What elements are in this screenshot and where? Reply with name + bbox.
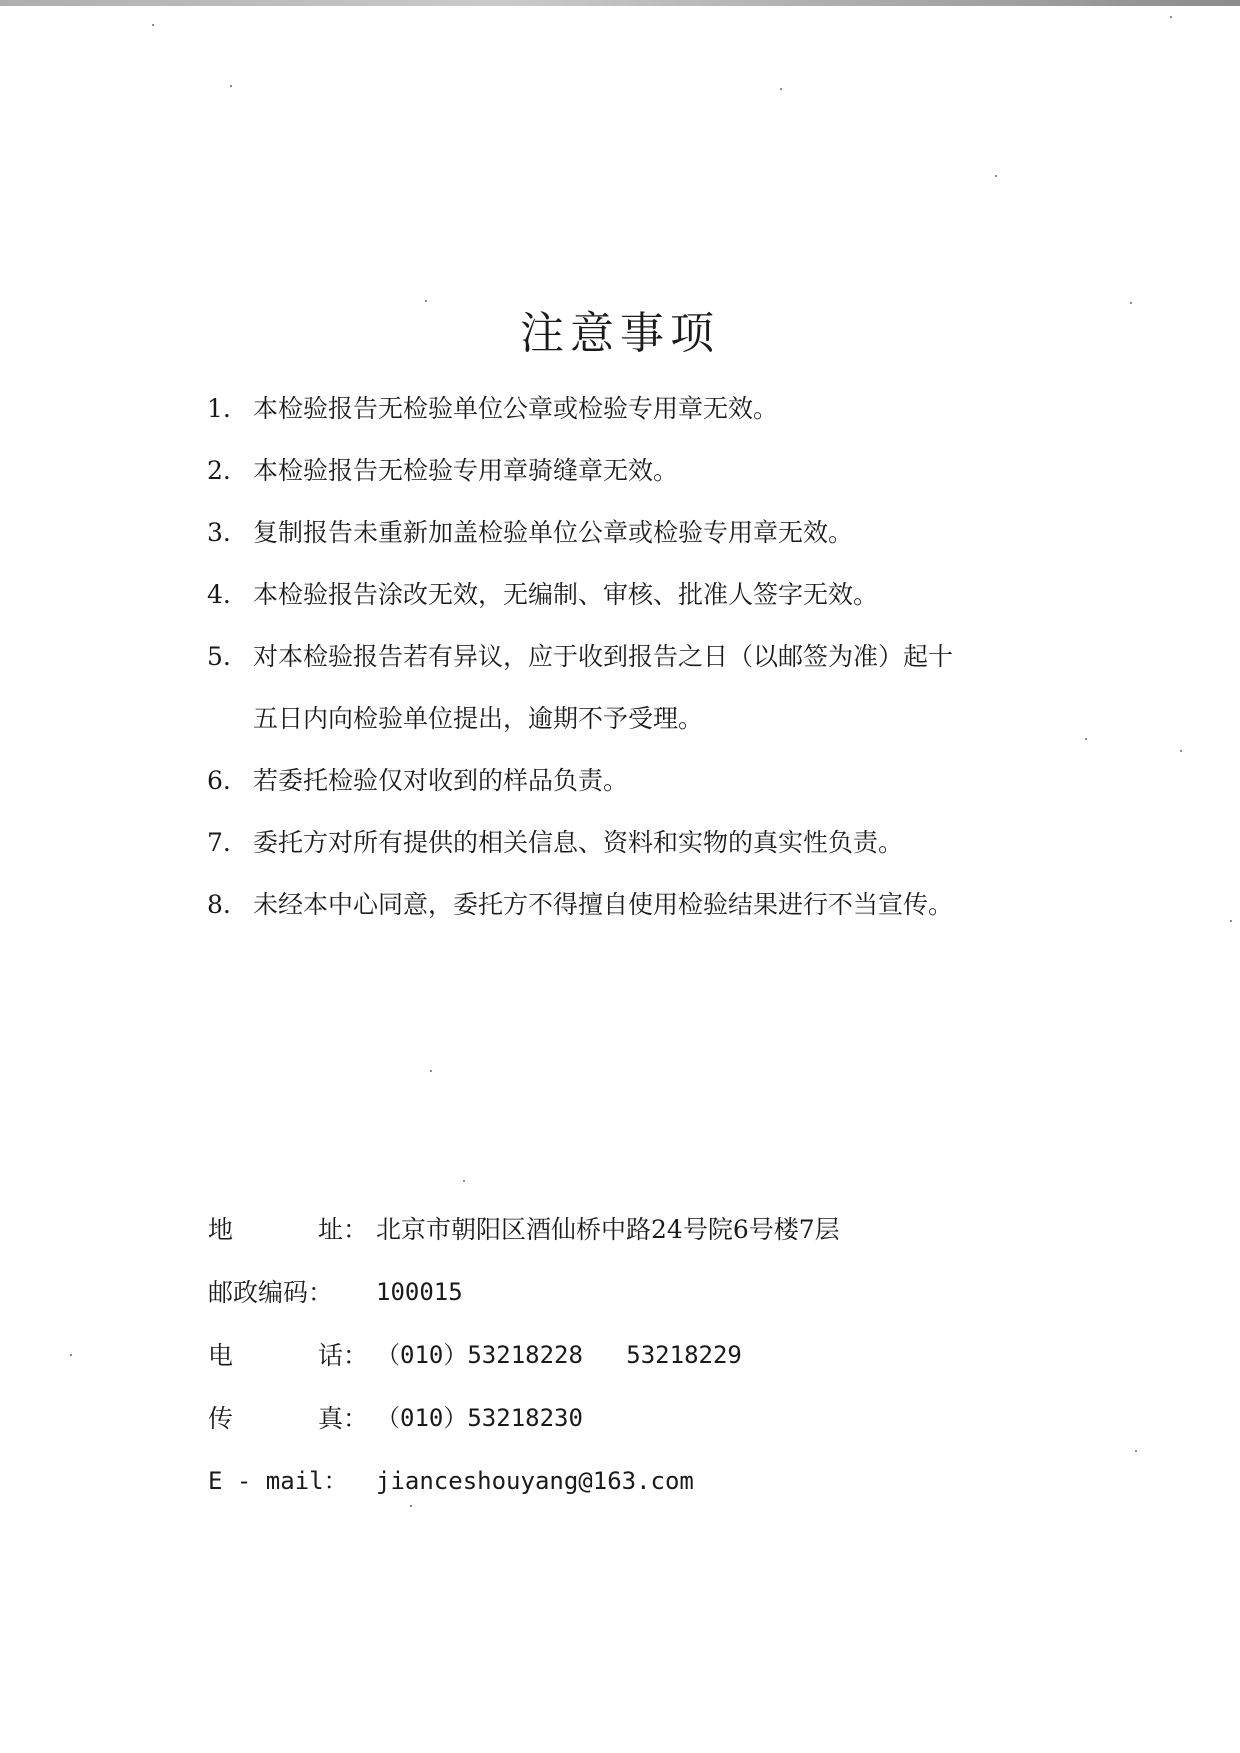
note-text: 本检验报告涂改无效，无编制、审核、批准人签字无效。 <box>253 580 879 609</box>
scan-speck <box>152 24 154 26</box>
note-item-8 <box>207 874 1087 936</box>
scan-speck <box>463 1180 465 1182</box>
email-label <box>208 1450 368 1513</box>
note-number: 4. <box>207 580 231 609</box>
note-item-3 <box>207 502 1087 564</box>
contact-fax-row <box>208 1387 1068 1450</box>
email-label-text: E - mail <box>208 1467 324 1495</box>
note-text: 复制报告未重新加盖检验单位公章或检验专用章无效。 <box>253 518 854 547</box>
scan-speck <box>430 1070 432 1072</box>
address-value: 北京市朝阳区酒仙桥中路24号院6号楼7层 <box>376 1215 840 1244</box>
email-label-tail <box>208 1450 348 1513</box>
fax-label <box>208 1387 368 1450</box>
note-text: 若委托检验仅对收到的样品负责。 <box>253 766 629 795</box>
contact-phone-row <box>208 1324 1068 1387</box>
page-title: 注意事项 <box>520 308 720 360</box>
contact-postcode-row <box>208 1261 1068 1324</box>
phone-value: （010）53218228 53218229 <box>376 1341 742 1369</box>
address-label-char-2: 址 <box>317 1215 343 1244</box>
postcode-label-text: 邮政编码 <box>208 1278 309 1307</box>
phone-colon: ： <box>342 1341 368 1370</box>
address-label-tail <box>318 1198 368 1261</box>
fax-label-char-2: 真 <box>317 1404 343 1433</box>
scan-speck <box>995 175 997 177</box>
postcode-label <box>208 1261 368 1324</box>
notes-list <box>207 378 1087 936</box>
scan-speck <box>780 88 782 90</box>
contact-address-row <box>208 1198 1068 1261</box>
contact-block <box>208 1198 1068 1513</box>
note-text: 本检验报告无检验专用章骑缝章无效。 <box>253 456 679 485</box>
scan-edge <box>0 0 1240 6</box>
scan-speck <box>1130 302 1132 304</box>
phone-label-char-2: 话 <box>317 1341 343 1370</box>
email-value: jianceshouyang@163.com <box>376 1467 694 1495</box>
scan-speck <box>1085 738 1087 740</box>
postcode-label-tail <box>208 1261 333 1324</box>
note-item-7 <box>207 812 1087 874</box>
note-item-5 <box>207 626 1087 750</box>
fax-label-tail <box>318 1387 368 1450</box>
note-item-6 <box>207 750 1087 812</box>
scan-speck <box>1170 16 1172 18</box>
note-text: 对本检验报告若有异议，应于收到报告之日（以邮签为准）起十 <box>253 642 954 671</box>
note-number: 5. <box>207 642 231 671</box>
note-text-wrapper <box>253 626 1087 750</box>
scan-speck <box>410 1505 412 1507</box>
note-text: 委托方对所有提供的相关信息、资料和实物的真实性负责。 <box>253 828 904 857</box>
note-number: 8. <box>207 890 231 919</box>
note-number: 7. <box>207 828 231 857</box>
note-item-2 <box>207 440 1087 502</box>
note-text-continuation: 五日内向检验单位提出，逾期不予受理。 <box>253 704 704 733</box>
postcode-value: 100015 <box>376 1278 463 1306</box>
scan-speck <box>70 1354 72 1356</box>
email-colon: ： <box>323 1467 348 1495</box>
scan-speck <box>230 85 232 87</box>
postcode-colon: ： <box>308 1278 334 1307</box>
note-item-1 <box>207 378 1087 440</box>
phone-label-char-1: 电 <box>208 1341 234 1370</box>
fax-colon: ： <box>342 1404 368 1433</box>
scan-speck <box>425 300 427 302</box>
phone-label <box>208 1324 368 1387</box>
address-label <box>208 1198 368 1261</box>
scan-speck <box>1230 920 1232 922</box>
fax-value: （010）53218230 <box>376 1404 583 1432</box>
note-item-4 <box>207 564 1087 626</box>
fax-label-char-1: 传 <box>208 1404 234 1433</box>
note-number: 3. <box>207 518 231 547</box>
note-text: 本检验报告无检验单位公章或检验专用章无效。 <box>253 394 779 423</box>
note-text: 未经本中心同意，委托方不得擅自使用检验结果进行不当宣传。 <box>253 890 954 919</box>
note-number: 1. <box>207 394 231 423</box>
scan-speck <box>1180 750 1182 752</box>
note-number: 2. <box>207 456 231 485</box>
address-colon: ： <box>342 1215 368 1244</box>
address-label-char-1: 地 <box>208 1215 234 1244</box>
note-number: 6. <box>207 766 231 795</box>
scan-speck <box>1135 1450 1137 1452</box>
phone-label-tail <box>318 1324 368 1387</box>
contact-email-row <box>208 1450 1068 1513</box>
